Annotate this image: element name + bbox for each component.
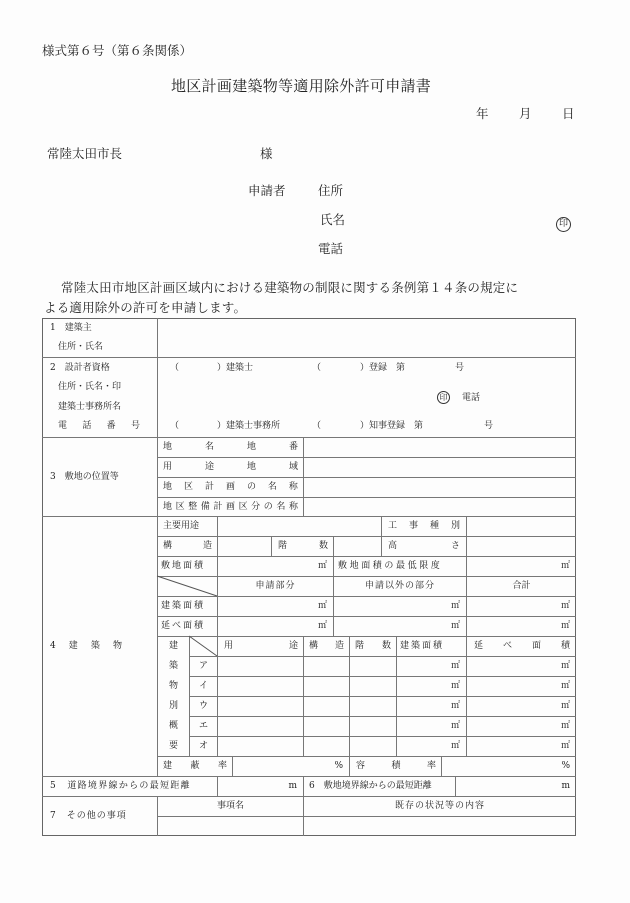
- sec3-row-zoning: [159, 457, 302, 477]
- unit-m2: ㎡: [450, 661, 460, 671]
- char: 築: [90, 641, 100, 651]
- sec5-unit: m: [288, 781, 297, 791]
- sec3-row-division-name: [159, 497, 302, 517]
- divider: [303, 437, 304, 516]
- site-area-unit: ㎡: [317, 561, 327, 571]
- breakdown-use-header: [220, 636, 302, 656]
- designer-phone-label: 電話: [462, 393, 481, 403]
- char: 数: [318, 541, 328, 551]
- building-area-nonapplied-unit: ㎡: [450, 601, 460, 611]
- char: 地: [163, 502, 173, 512]
- min-site-area-unit: ㎡: [560, 561, 570, 571]
- sec7-item-name-input[interactable]: [158, 817, 303, 835]
- height-label: [384, 536, 464, 556]
- registration-label: ）登録 第: [360, 363, 406, 373]
- site-area-label: 敷地面積: [161, 561, 206, 571]
- char: 4: [50, 641, 56, 651]
- seal-icon: 印: [556, 217, 571, 232]
- char: 率: [426, 761, 436, 771]
- char: 階: [278, 541, 288, 551]
- char: 率: [217, 761, 227, 771]
- char: 造: [334, 641, 344, 651]
- char: の: [263, 502, 273, 512]
- char: べ: [502, 641, 512, 651]
- floor-area-total-unit: ㎡: [560, 621, 570, 631]
- min-site-area-label: 敷地面積の最低限度: [338, 561, 443, 571]
- char: さ: [450, 541, 460, 551]
- non-applied-part-header: 申請以外の部分: [364, 581, 435, 591]
- sec2-sublabel-phone: [54, 416, 144, 436]
- sec7-label: 7 その他の事項: [50, 811, 127, 821]
- divider: [271, 536, 272, 556]
- char: 建: [68, 641, 78, 651]
- sec1-input[interactable]: [158, 319, 574, 356]
- applied-part-header: 申請部分: [255, 581, 296, 591]
- unit-m2: ㎡: [560, 721, 570, 731]
- sec6-label: 6 敷地境界線からの最短距離: [309, 781, 432, 791]
- char: 分: [251, 502, 261, 512]
- diagonal-slash: [189, 636, 217, 656]
- divider: [157, 536, 576, 537]
- divider: [42, 437, 576, 438]
- floor-area-nonapplied-unit: ㎡: [450, 621, 460, 631]
- char: 物: [112, 641, 122, 651]
- char: 計: [204, 482, 214, 492]
- breakdown-row-key: イ: [199, 681, 209, 691]
- sec6-unit: m: [561, 781, 570, 791]
- char: 途: [288, 641, 298, 651]
- floors-label: [274, 536, 332, 556]
- char: 名: [276, 502, 286, 512]
- seal-icon: 印: [437, 391, 450, 404]
- applicant-label: 申請者: [248, 183, 286, 198]
- char: 構: [309, 641, 319, 651]
- breakdown-label-char: 建: [168, 641, 178, 651]
- char: 号: [130, 421, 140, 431]
- breakdown-label-char: 築: [168, 661, 178, 671]
- coverage-ratio-label: [159, 756, 231, 776]
- breakdown-row-key: エ: [199, 721, 209, 731]
- char: 画: [225, 502, 235, 512]
- char: 事: [408, 521, 418, 531]
- unit-m2: ㎡: [450, 741, 460, 751]
- char: 番: [106, 421, 116, 431]
- char: 備: [200, 502, 210, 512]
- sec5-label: 5 道路境界線からの最短距離: [50, 781, 191, 791]
- office-paren: （: [170, 421, 180, 431]
- sec7-content-input[interactable]: [304, 817, 575, 835]
- sec3-row-lot: [159, 437, 302, 457]
- breakdown-label-char: 要: [168, 741, 178, 751]
- char: 高: [388, 541, 398, 551]
- char: 延: [474, 641, 484, 651]
- architect-paren: （: [170, 363, 180, 373]
- applicant-address-label: 住所: [318, 183, 344, 198]
- char: 地: [163, 482, 173, 492]
- breakdown-row-key: オ: [199, 741, 209, 751]
- breakdown-row-key: ウ: [199, 701, 209, 711]
- breakdown-label-char: 物: [168, 681, 178, 691]
- unit-m2: ㎡: [560, 661, 570, 671]
- building-area-label: 建築面積: [161, 601, 206, 611]
- divider: [349, 636, 350, 776]
- governor-registration-label: ）知事登録 第: [360, 421, 424, 431]
- building-area-total-unit: ㎡: [560, 601, 570, 611]
- char: 種: [429, 521, 439, 531]
- designer-seal: [437, 388, 450, 408]
- unit-m2: ㎡: [450, 701, 460, 711]
- char: 区: [183, 482, 193, 492]
- char: 名: [267, 482, 277, 492]
- application-table: [42, 318, 576, 836]
- char: 積: [391, 761, 401, 771]
- breakdown-floors-header: [351, 636, 395, 656]
- char: 途: [204, 462, 214, 472]
- date-month: 月: [519, 106, 532, 121]
- coverage-ratio-unit: %: [334, 761, 343, 771]
- date-year: 年: [476, 106, 489, 121]
- architect-class: ）建築士: [217, 363, 254, 373]
- applicant-seal: [556, 213, 571, 232]
- char: 造: [202, 541, 212, 551]
- addressee-honorific: 様: [260, 146, 273, 161]
- sec2-sublabel-address: 住所・氏名・印: [58, 382, 122, 392]
- text: 主要用途: [163, 521, 200, 531]
- body-text-line2: よる適用除外の許可を申請します。: [44, 300, 247, 315]
- form-number: 様式第６号（第６条関係）: [42, 43, 193, 58]
- char: 整: [188, 502, 198, 512]
- sec7-content-header: 既存の状況等の内容: [394, 801, 485, 811]
- divider: [42, 357, 576, 358]
- sec7-item-name-header: 事項名: [216, 801, 244, 811]
- sec2-sublabel-office: 建築士事務所名: [58, 402, 122, 412]
- char: 計: [213, 502, 223, 512]
- char: 地: [246, 462, 256, 472]
- governor-paren: （: [312, 421, 322, 431]
- unit-m2: ㎡: [450, 681, 460, 691]
- registration-number-suffix: 号: [455, 363, 465, 373]
- breakdown-building-area-header: 建築面積: [400, 641, 445, 651]
- char: 名: [204, 442, 214, 452]
- applicant-phone-label: 電話: [318, 241, 344, 256]
- char: 用: [224, 641, 234, 651]
- char: 階: [355, 641, 365, 651]
- char: 積: [560, 641, 570, 651]
- office-label: ）建築士事務所: [217, 421, 281, 431]
- char: 蔽: [190, 761, 200, 771]
- sec1-sublabel: 住所・氏名: [58, 342, 104, 352]
- sec2-label: 2 設計者資格: [50, 363, 110, 373]
- main-use-label: [159, 516, 216, 536]
- breakdown-label-char: 概: [168, 721, 178, 731]
- diagonal-slash: [157, 576, 217, 596]
- char: 称: [288, 502, 298, 512]
- unit-m2: ㎡: [560, 701, 570, 711]
- unit-m2: ㎡: [560, 681, 570, 691]
- char: 電: [58, 421, 68, 431]
- char: 面: [531, 641, 541, 651]
- page-title: 地区計画建築物等適用除外許可申請書: [171, 77, 432, 95]
- char: 用: [163, 462, 173, 472]
- addressee-name: 常陸太田市長: [47, 146, 123, 161]
- breakdown-floor-area-header: [470, 636, 574, 656]
- char: 称: [288, 482, 298, 492]
- divider: [381, 516, 382, 556]
- char: 画: [225, 482, 235, 492]
- char: 別: [450, 521, 460, 531]
- char: 番: [288, 442, 298, 452]
- char: 建: [163, 761, 173, 771]
- char: の: [246, 482, 256, 492]
- char: 区: [175, 502, 185, 512]
- floor-area-label: 延べ面積: [161, 621, 206, 631]
- sec1-label: 1 建築主: [50, 323, 92, 333]
- char: 容: [356, 761, 366, 771]
- building-area-applied-unit: ㎡: [317, 601, 327, 611]
- char: 区: [238, 502, 248, 512]
- floor-area-ratio-unit: %: [561, 761, 570, 771]
- date-day: 日: [562, 106, 575, 121]
- total-header: 合計: [512, 581, 531, 591]
- divider: [303, 636, 304, 756]
- sec3-row-plan-name: [159, 477, 302, 497]
- divider: [333, 536, 334, 556]
- char: 域: [288, 462, 298, 472]
- sec4-label: [46, 636, 126, 656]
- char: 構: [163, 541, 173, 551]
- divider: [42, 516, 576, 517]
- breakdown-row-key: ア: [199, 661, 209, 671]
- char: 工: [388, 521, 398, 531]
- sec3-label: 3 敷地の位置等: [50, 472, 119, 482]
- char: 地: [246, 442, 256, 452]
- construction-type-label: [384, 516, 464, 536]
- unit-m2: ㎡: [450, 721, 460, 731]
- floor-area-applied-unit: ㎡: [317, 621, 327, 631]
- char: 話: [82, 421, 92, 431]
- registration-paren: （: [312, 363, 322, 373]
- char: 数: [381, 641, 391, 651]
- applicant-name-label: 氏名: [320, 212, 346, 227]
- divider: [217, 636, 218, 756]
- char: 地: [163, 442, 173, 452]
- structure-label: [159, 536, 216, 556]
- unit-m2: ㎡: [560, 741, 570, 751]
- governor-number-suffix: 号: [484, 421, 494, 431]
- body-text-line1: 常陸太田市地区計画区域内における建築物の制限に関する条例第１４条の規定に: [61, 280, 519, 295]
- breakdown-label-char: 別: [168, 701, 178, 711]
- floor-area-ratio-label: [352, 756, 440, 776]
- breakdown-structure-header: [305, 636, 348, 656]
